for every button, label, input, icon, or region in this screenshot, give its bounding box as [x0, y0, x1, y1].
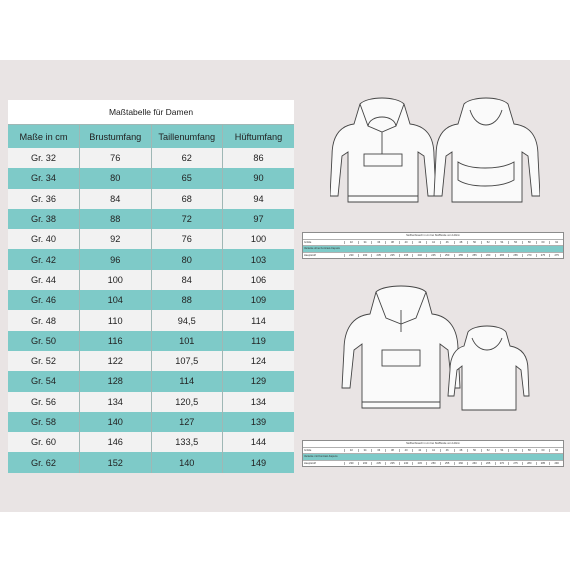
fabric-table-cells — [344, 241, 563, 244]
measurement-cell: 114 — [151, 371, 223, 391]
fabric-table-cell: 235 — [399, 254, 413, 257]
fabric-table-cells — [344, 449, 563, 452]
size-label-cell: Gr. 60 — [8, 432, 80, 452]
size-label-cell: Gr. 46 — [8, 290, 80, 310]
measurement-cell: 88 — [80, 209, 152, 229]
fabric-table-cell: 58 — [522, 449, 536, 452]
table-row — [8, 148, 294, 168]
fabric-table-cell: 44 — [426, 449, 440, 452]
table-row — [8, 371, 294, 391]
fabric-table-cell: 275 — [508, 462, 522, 465]
fabric-table-cell: 48 — [454, 449, 468, 452]
measurement-cell: 68 — [151, 189, 223, 209]
table-row — [8, 412, 294, 432]
fabric-table-cell: 275 — [536, 254, 550, 257]
measurement-cell: 92 — [80, 229, 152, 249]
fabric-table-cell: 230 — [358, 462, 372, 465]
fabric-table-cell: 260 — [467, 462, 481, 465]
fabric-table-cell: 40 — [399, 241, 413, 244]
fabric-table-row — [303, 460, 563, 467]
hoodie-illustration-bottom — [340, 284, 530, 414]
measurement-cell: 144 — [223, 432, 295, 452]
table-row — [8, 310, 294, 330]
measurement-cell: 127 — [151, 412, 223, 432]
fabric-table-cell: 44 — [426, 241, 440, 244]
fabric-table-cell: 270 — [495, 462, 509, 465]
size-chart-table — [8, 100, 294, 473]
measurement-cell: 140 — [80, 412, 152, 432]
fabric-table-cell: 54 — [495, 241, 509, 244]
table-row — [8, 290, 294, 310]
fabric-table-cell: 48 — [454, 241, 468, 244]
hoodie-illustration-top — [330, 96, 540, 208]
fabric-table-caption: Stoffverbrauch in cm bei Stoffbreite von 140cm — [406, 234, 460, 237]
fabric-table-cell: 50 — [467, 241, 481, 244]
measurement-cell: 107,5 — [151, 351, 223, 371]
size-label-cell: Gr. 40 — [8, 229, 80, 249]
measurement-cell: 84 — [80, 189, 152, 209]
fabric-table-cell: 250 — [440, 254, 454, 257]
measurement-cell: 84 — [151, 270, 223, 290]
fabric-table-cell: 32 — [344, 449, 358, 452]
fabric-table-cell: 36 — [371, 241, 385, 244]
table-body — [8, 148, 294, 473]
size-label-cell: Gr. 32 — [8, 148, 80, 168]
fabric-table-cell: 235 — [371, 254, 385, 257]
fabric-table-cell: 230 — [358, 254, 372, 257]
fabric-table-cell: 235 — [385, 462, 399, 465]
fabric-table-cell: 40 — [399, 449, 413, 452]
fabric-table-cell: 46 — [440, 449, 454, 452]
fabric-table-cell: 290 — [549, 462, 563, 465]
fabric-table-label: Variante mit Kontrast-Kapuze — [304, 455, 338, 459]
fabric-table-cell: 280 — [522, 462, 536, 465]
measurement-cell: 129 — [223, 371, 295, 391]
fabric-table-cell: 52 — [481, 449, 495, 452]
fabric-table-cell: 245 — [412, 462, 426, 465]
table-row — [8, 229, 294, 249]
fabric-table-cell: 265 — [495, 254, 509, 257]
fabric-table-cell: 38 — [385, 241, 399, 244]
measurement-cell: 62 — [151, 148, 223, 168]
fabric-table-cell: 62 — [549, 241, 563, 244]
measurement-cell: 139 — [223, 412, 295, 432]
measurement-cell: 94 — [223, 189, 295, 209]
fabric-table-row — [303, 252, 563, 259]
fabric-table-cell: 260 — [454, 462, 468, 465]
fabric-table-cell: 260 — [481, 254, 495, 257]
fabric-table-cell: 60 — [536, 449, 550, 452]
table-row — [8, 270, 294, 290]
fabric-table-cell: 255 — [440, 462, 454, 465]
size-label-cell: Gr. 48 — [8, 310, 80, 330]
measurement-cell: 152 — [80, 452, 152, 472]
table-row — [8, 209, 294, 229]
fabric-table-cell: 235 — [371, 462, 385, 465]
size-label-cell: Gr. 50 — [8, 331, 80, 351]
measurement-cell: 134 — [223, 392, 295, 412]
measurement-cell: 97 — [223, 209, 295, 229]
table-row — [8, 189, 294, 209]
table-row — [8, 249, 294, 269]
measurement-cell: 146 — [80, 432, 152, 452]
measurement-cell: 86 — [223, 148, 295, 168]
measurement-cell: 122 — [80, 351, 152, 371]
measurement-cell: 94,5 — [151, 310, 223, 330]
fabric-table-cell: 60 — [536, 241, 550, 244]
fabric-table-cell: 250 — [426, 462, 440, 465]
fabric-table-cells — [344, 462, 563, 465]
measurement-cell: 110 — [80, 310, 152, 330]
fabric-table-cell: 240 — [399, 462, 413, 465]
measurement-cell: 133,5 — [151, 432, 223, 452]
measurement-cell: 116 — [80, 331, 152, 351]
fabric-table-cells — [344, 254, 563, 257]
measurement-cell: 140 — [151, 452, 223, 472]
measurement-cell: 90 — [223, 168, 295, 188]
fabric-table-cell: 42 — [412, 449, 426, 452]
table-title: Maßtabelle für Damen — [8, 100, 294, 125]
fabric-table-cell: 270 — [522, 254, 536, 257]
fabric-table-cell: 255 — [454, 254, 468, 257]
fabric-table-cell: 36 — [371, 449, 385, 452]
measurement-cell: 88 — [151, 290, 223, 310]
fabric-table-cell: 245 — [426, 254, 440, 257]
fabric-table-cell: 265 — [508, 254, 522, 257]
measurement-cell: 128 — [80, 371, 152, 391]
fabric-table-cell: 230 — [344, 254, 358, 257]
table-row — [8, 351, 294, 371]
fabric-table-cell: 240 — [412, 254, 426, 257]
table-row — [8, 452, 294, 472]
fabric-table-cell: 58 — [522, 241, 536, 244]
size-label-cell: Gr. 34 — [8, 168, 80, 188]
fabric-table-cell: 34 — [358, 449, 372, 452]
measurement-cell: 124 — [223, 351, 295, 371]
measurement-cell: 72 — [151, 209, 223, 229]
fabric-table-cell: 52 — [481, 241, 495, 244]
measurement-cell: 120,5 — [151, 392, 223, 412]
measurement-cell: 104 — [80, 290, 152, 310]
table-row — [8, 392, 294, 412]
measurement-cell: 100 — [80, 270, 152, 290]
size-label-cell: Gr. 38 — [8, 209, 80, 229]
measurement-cell: 106 — [223, 270, 295, 290]
fabric-table-cell: 34 — [358, 241, 372, 244]
fabric-table-label: Größe — [304, 240, 312, 244]
fabric-table-cell: 255 — [467, 254, 481, 257]
fabric-table-cell: 275 — [549, 254, 563, 257]
fabric-table-label: Variante ohne Kontrast-Kapuze — [304, 247, 340, 251]
measurement-cell: 149 — [223, 452, 295, 472]
fabric-table-cell: 42 — [412, 241, 426, 244]
measurement-cell: 134 — [80, 392, 152, 412]
measurement-cell: 80 — [80, 168, 152, 188]
measurement-cell: 76 — [151, 229, 223, 249]
fabric-table-cell: 56 — [508, 241, 522, 244]
size-label-cell: Gr. 62 — [8, 452, 80, 472]
header-cell: Taillenumfang — [151, 125, 223, 149]
fabric-table-caption: Stoffverbrauch in cm bei Stoffbreite von 140cm — [406, 442, 460, 445]
fabric-table-1 — [302, 232, 564, 259]
size-label-cell: Gr. 36 — [8, 189, 80, 209]
measurement-cell: 109 — [223, 290, 295, 310]
size-label-cell: Gr. 54 — [8, 371, 80, 391]
fabric-table-cell: 62 — [549, 449, 563, 452]
fabric-table-cell: 50 — [467, 449, 481, 452]
measurement-cell: 101 — [151, 331, 223, 351]
size-label-cell: Gr. 52 — [8, 351, 80, 371]
header-row — [8, 125, 294, 149]
fabric-table-cell: 230 — [344, 462, 358, 465]
measurement-cell: 103 — [223, 249, 295, 269]
fabric-table-cell: 285 — [536, 462, 550, 465]
size-label-cell: Gr. 44 — [8, 270, 80, 290]
header-cell: Hüftumfang — [223, 125, 295, 149]
fabric-table-label: Größe — [304, 448, 312, 452]
table-row — [8, 168, 294, 188]
fabric-table-cell: 32 — [344, 241, 358, 244]
measurement-cell: 100 — [223, 229, 295, 249]
measurement-cell: 114 — [223, 310, 295, 330]
measurement-cell: 96 — [80, 249, 152, 269]
size-label-cell: Gr. 42 — [8, 249, 80, 269]
fabric-table-cell: 265 — [481, 462, 495, 465]
fabric-table-cell: 38 — [385, 449, 399, 452]
header-cell: Brustumfang — [80, 125, 152, 149]
size-label-cell: Gr. 56 — [8, 392, 80, 412]
fabric-table-cell: 46 — [440, 241, 454, 244]
measurement-cell: 80 — [151, 249, 223, 269]
measurement-cell: 119 — [223, 331, 295, 351]
fabric-table-cell: 56 — [508, 449, 522, 452]
fabric-table-cell: 235 — [385, 254, 399, 257]
fabric-table-cell: 54 — [495, 449, 509, 452]
table-row — [8, 432, 294, 452]
header-cell: Maße in cm — [8, 125, 80, 149]
fabric-table-label: Hauptstoff — [304, 461, 316, 465]
table-row — [8, 331, 294, 351]
measurement-cell: 65 — [151, 168, 223, 188]
size-label-cell: Gr. 58 — [8, 412, 80, 432]
fabric-table-label: Hauptstoff — [304, 253, 316, 257]
measurement-cell: 76 — [80, 148, 152, 168]
fabric-table-2 — [302, 440, 564, 467]
